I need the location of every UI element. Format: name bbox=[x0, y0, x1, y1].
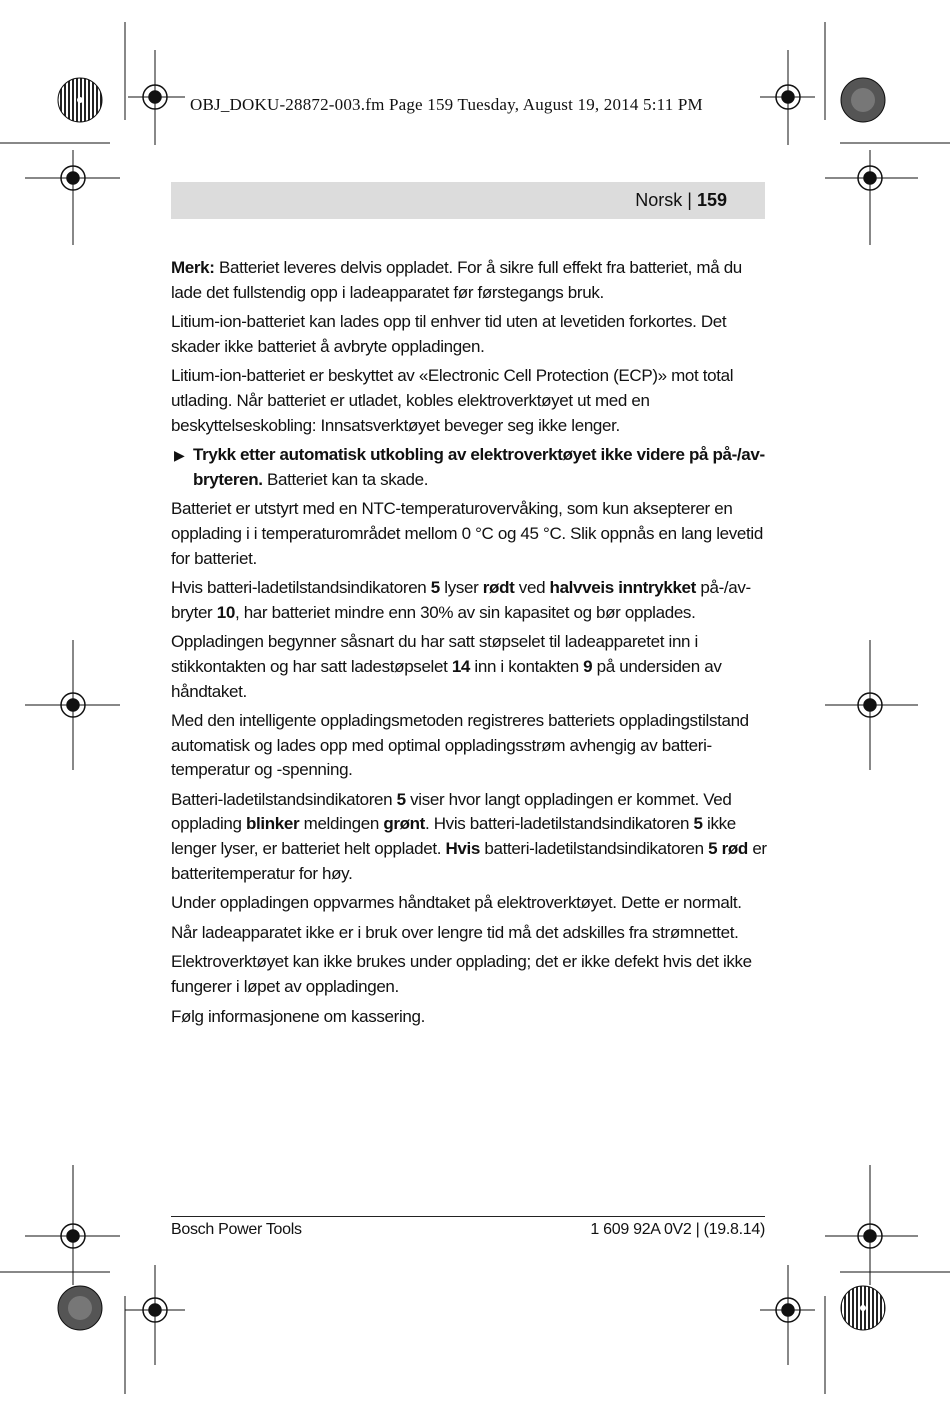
star-target-top-left bbox=[58, 78, 102, 122]
paragraph: Under oppladingen oppvarmes håndtaket på elektroverktøyet. Dette er normalt. bbox=[171, 893, 742, 913]
paragraph: Litium-ion-batteriet kan lades opp til enhver tid uten at levetiden forkortes. Det skader ikke batteriet å avbryte oppladingen. bbox=[171, 312, 727, 356]
gray-target-top-right bbox=[841, 78, 885, 122]
header-text bbox=[635, 190, 727, 211]
footer-publisher: Bosch Power Tools bbox=[171, 1221, 302, 1238]
paragraph: Batteriet er utstyrt med en NTC-temperaturovervåking, som kun aksepterer en opplading i i temperaturområdet mellom 0 °C og 45 °C. Slik oppnås en lang levetid for batteriet. bbox=[171, 499, 763, 568]
paragraph: Litium-ion-batteriet er beskyttet av «Electronic Cell Protection (ECP)» mot total utlading. Når batteriet er utladet, kobles elektroverktøyet ut med en beskyttelseskobling: Innsatsverktøyet beveger seg ikke lenger. bbox=[171, 366, 734, 435]
paragraph-note: Merk: Batteriet leveres delvis oppladet. For å sikre full effekt fra batteriet, må du lade det fullstendig opp i ladeapparatet før førstegangs bruk. bbox=[171, 258, 742, 302]
header-separator: | bbox=[687, 190, 692, 210]
paragraph: Følg informasjonene om kassering. bbox=[171, 1006, 425, 1026]
paragraph: Med den intelligente oppladingsmetoden registreres batteriets oppladingstilstand automatisk og lades opp med optimal oppladingsstrøm avhengig av batteri-temperatur og -spenning. bbox=[171, 711, 749, 780]
footer-doc-id: 1 609 92A 0V2 | (19.8.14) bbox=[590, 1221, 765, 1238]
paragraph: Oppladingen begynner såsnart du har satt støpselet til ladeapparetet inn i stikkontakten og har satt ladestøpselet 14 inn i kontakten 9 på undersiden av håndtaket. bbox=[171, 632, 722, 701]
note-label: Merk: bbox=[171, 258, 215, 277]
triangle-bullet-icon: ▶ bbox=[174, 447, 185, 464]
header-language: Norsk bbox=[635, 190, 683, 210]
warning-bullet: ▶ Trykk etter automatisk utkobling av elektroverktøyet ikke videre på på-/av-bryteren. Batteriet kan ta skade. bbox=[174, 445, 765, 489]
file-slug: OBJ_DOKU-28872-003.fm Page 159 Tuesday, August 19, 2014 5:11 PM bbox=[190, 95, 703, 114]
star-target-bottom-right bbox=[841, 1286, 885, 1330]
footer-rule bbox=[171, 1216, 765, 1217]
page-number: 159 bbox=[696, 190, 727, 210]
page-header bbox=[171, 182, 765, 219]
paragraph: Når ladeapparatet ikke er i bruk over lengre tid må det adskilles fra strømnettet. bbox=[171, 922, 739, 942]
gray-target-bottom-left bbox=[58, 1286, 102, 1330]
paragraph: Hvis batteri-ladetilstandsindikatoren 5 lyser rødt ved halvveis inntrykket på-/av-bryter 10, har batteriet mindre enn 30% av sin kapasitet og bør opplades. bbox=[171, 578, 751, 622]
paragraph: Elektroverktøyet kan ikke brukes under opplading; det er ikke defekt hvis det ikke fungerer i løpet av oppladingen. bbox=[171, 952, 752, 997]
paragraph: Batteri-ladetilstandsindikatoren 5 viser hvor langt oppladingen er kommet. Ved opplading blinker meldingen grønt. Hvis batteri-ladetilstandsindikatoren 5 ikke lenger lyser, er batteriet helt oppladet. Hvis batteri-ladetilstandsindikatoren 5 rød er batteritemperatur for høy. bbox=[171, 789, 767, 883]
body-text bbox=[171, 256, 767, 1034]
